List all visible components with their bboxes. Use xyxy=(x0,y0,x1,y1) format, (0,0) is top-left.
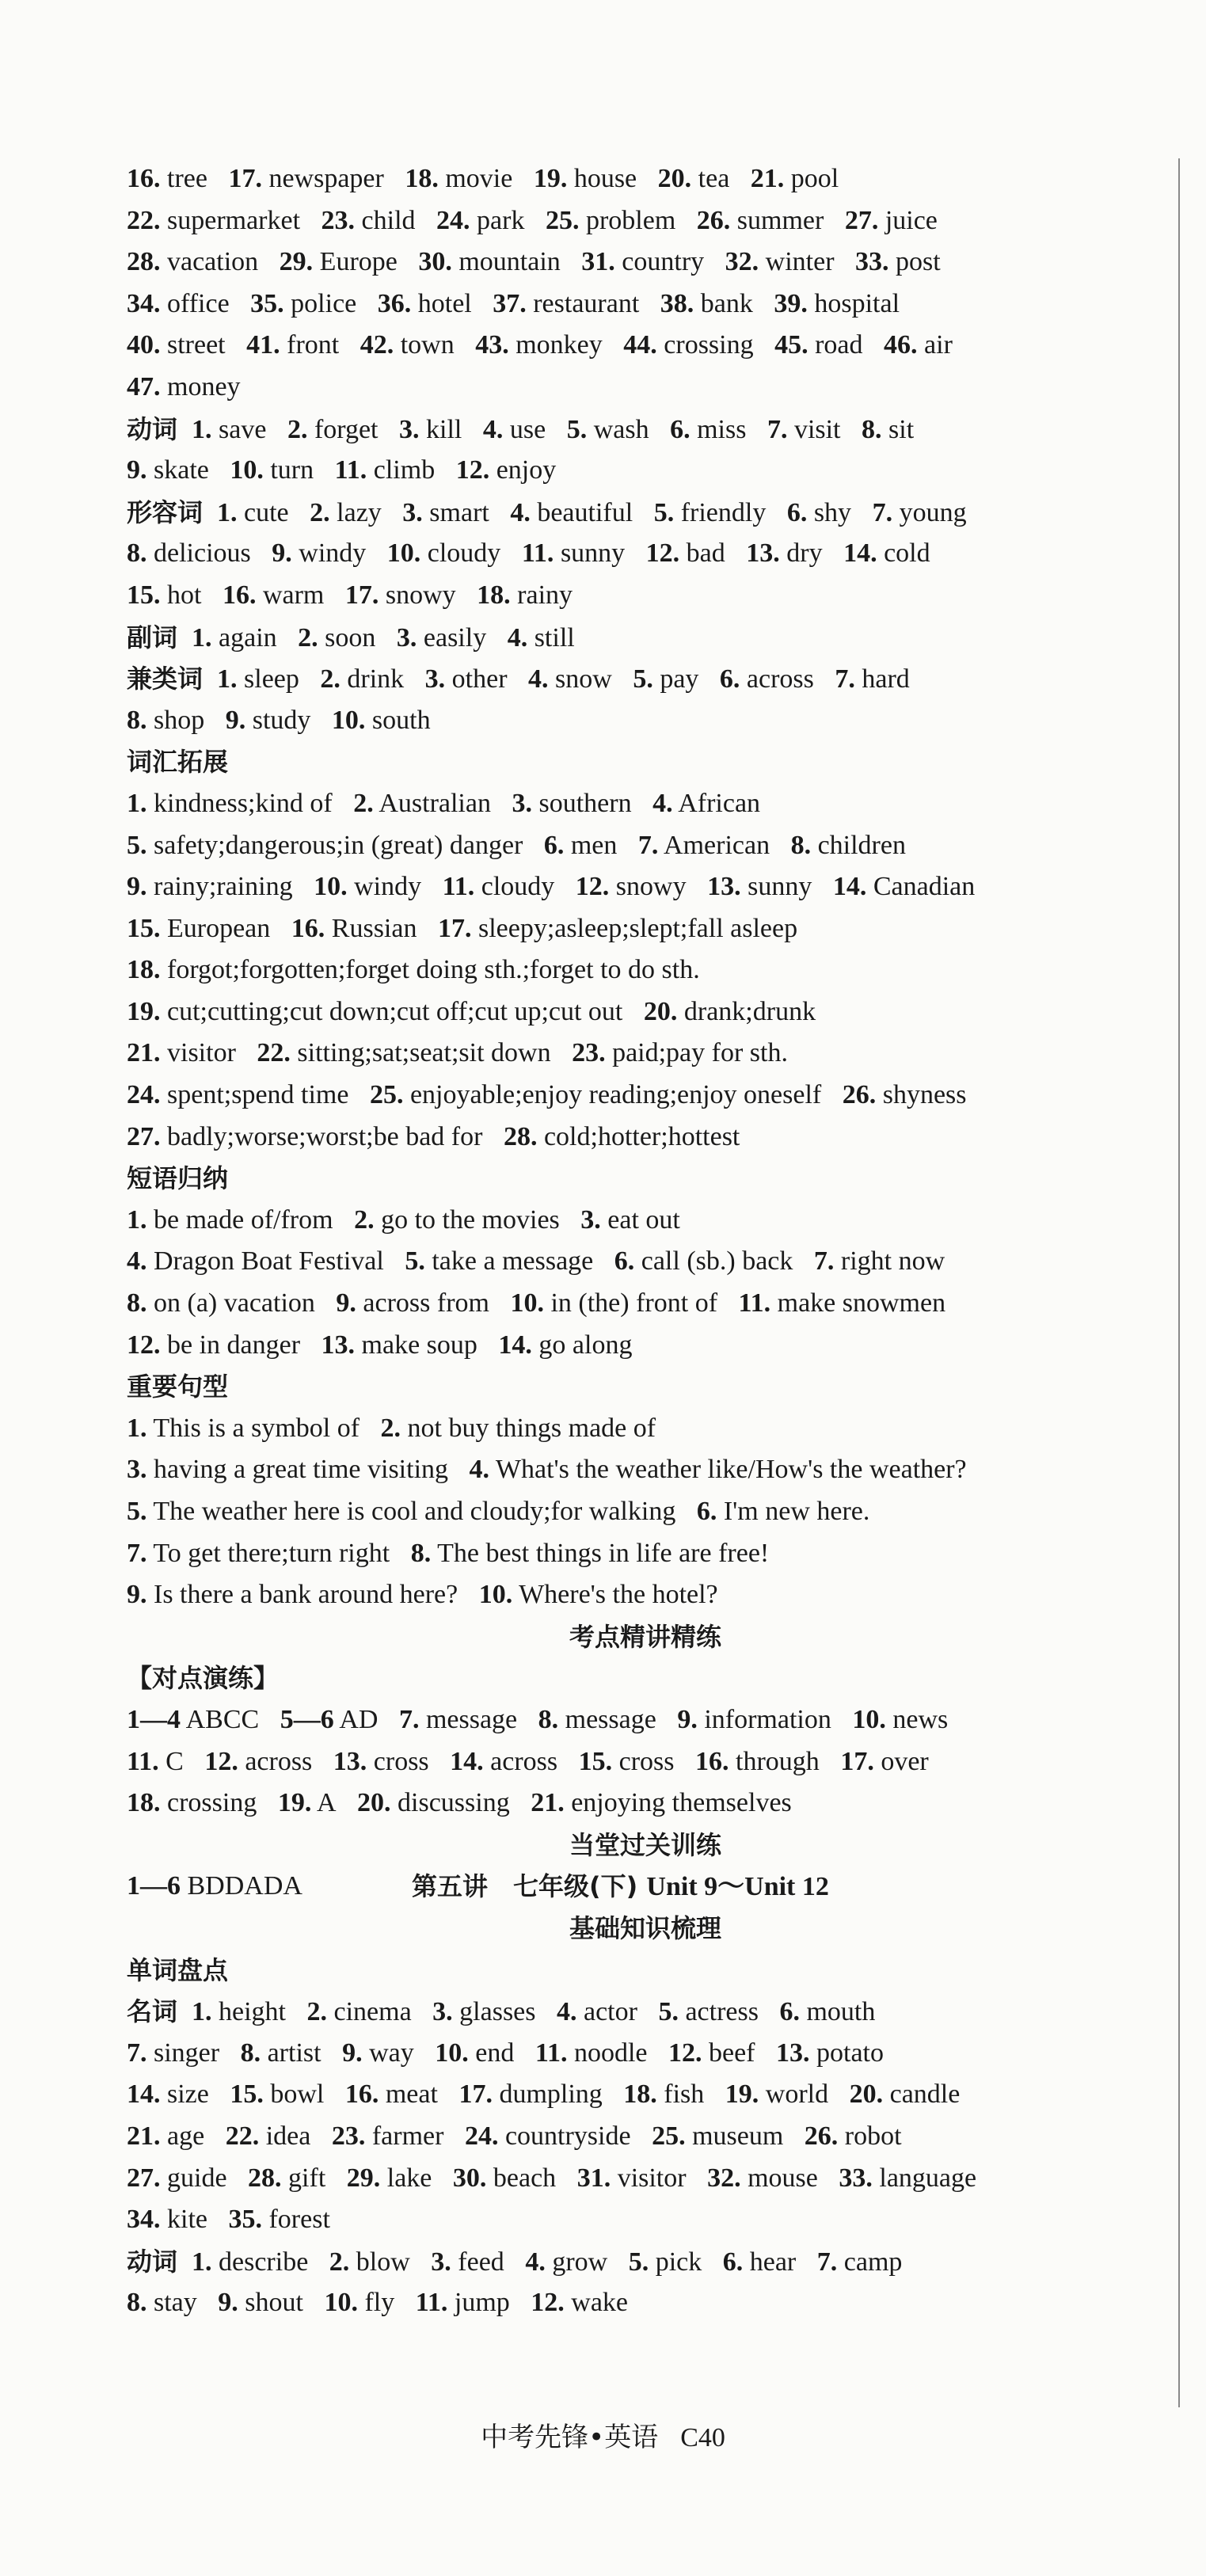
answer-item: 2. blow xyxy=(329,2247,410,2277)
answer-item: 17. over xyxy=(840,1746,929,1776)
answer-item: 1—4 ABCC xyxy=(127,1704,260,1734)
answer-item: 18. rainy xyxy=(477,580,573,610)
answer-item: 4. snow xyxy=(528,664,612,694)
answer-item: 2. Australian xyxy=(353,788,491,818)
answer-item: 12. across xyxy=(204,1746,313,1776)
answer-item: 19. cut;cutting;cut down;cut off;cut up;cut out xyxy=(127,996,623,1026)
answer-line xyxy=(127,991,1164,1033)
answer-item: 39. hospital xyxy=(774,288,900,318)
answer-item: 27. badly;worse;worst;be bad for xyxy=(127,1121,483,1151)
answer-item: 5. wash xyxy=(566,414,649,444)
answer-line xyxy=(127,158,1164,200)
answer-item: 3. eat out xyxy=(580,1204,680,1235)
section-heading-vocab: 词汇拓展 xyxy=(127,747,229,778)
answer-item: 14. Canadian xyxy=(832,872,976,902)
answer-item: 20. tea xyxy=(657,164,730,193)
answer-item: 37. restaurant xyxy=(493,288,640,318)
answer-item: 9. windy xyxy=(272,538,367,569)
lecture-title xyxy=(412,1866,829,1908)
answer-item: 38. bank xyxy=(660,288,753,318)
answer-item: 19. world xyxy=(725,2079,829,2110)
answer-item: 19. A xyxy=(277,1788,337,1818)
answer-item: 28. vacation xyxy=(127,247,259,277)
answer-item: 1. save xyxy=(192,414,267,444)
answer-item: 30. beach xyxy=(452,2163,557,2193)
answer-item: 10. in (the) front of xyxy=(510,1288,718,1318)
answer-item: 4. African xyxy=(652,788,761,818)
category-label: 兼类词 xyxy=(127,664,204,694)
answer-item: 8. artist xyxy=(240,2038,321,2068)
answer-item: 3. southern xyxy=(512,788,632,818)
answer-item: 1. describe xyxy=(192,2247,309,2277)
answer-item: 18. fish xyxy=(623,2079,705,2110)
answer-item: 1. again xyxy=(192,622,277,653)
answer-item: 12. beef xyxy=(668,2038,755,2068)
answer-item: 5—6 AD xyxy=(280,1704,379,1734)
answer-item: 5. pay xyxy=(633,664,699,694)
answer-item: 10. south xyxy=(331,705,431,735)
answer-item: 3. easily xyxy=(396,622,487,653)
category-label: 动词 xyxy=(127,413,178,444)
answer-item: 2. drink xyxy=(320,664,405,694)
answer-item: 44. crossing xyxy=(623,330,754,360)
answer-item: 18. movie xyxy=(405,164,513,193)
answer-item: 14. go along xyxy=(498,1330,633,1360)
answer-item: 14. cold xyxy=(843,538,930,569)
answer-item: 15. European xyxy=(127,913,271,943)
answer-item: 36. hotel xyxy=(377,288,472,318)
class-answers: 1—6 BDDADA xyxy=(127,1871,302,1901)
answer-item: 14. across xyxy=(450,1746,558,1776)
section-heading-words: 单词盘点 xyxy=(127,1954,229,1985)
answer-line xyxy=(127,1699,1164,1741)
answer-item: 7. young xyxy=(872,497,967,527)
answer-item: 4. Dragon Boat Festival xyxy=(127,1246,384,1277)
answer-item: 1. height xyxy=(192,1997,286,2027)
answer-item: 9. skate xyxy=(127,455,209,485)
answer-item: 8. delicious xyxy=(127,538,251,569)
answer-item: 17. newspaper xyxy=(228,164,384,193)
answer-item: 15. cross xyxy=(578,1746,675,1776)
answer-item: 26. shyness xyxy=(842,1080,967,1110)
answer-item: 21. pool xyxy=(750,164,839,193)
answer-item: 6. men xyxy=(543,830,618,860)
answer-item: 2. go to the movies xyxy=(354,1204,560,1235)
answer-item: 6. across xyxy=(719,664,814,694)
answer-item: 8. shop xyxy=(127,705,205,735)
answer-item: 16. through xyxy=(695,1746,820,1776)
answer-item: 8. sit xyxy=(862,414,915,444)
answer-item: 2. forget xyxy=(287,414,379,444)
answer-item: 3. glasses xyxy=(432,1997,536,2027)
answer-item: 3. kill xyxy=(399,414,462,444)
answer-line xyxy=(127,1533,1164,1575)
answer-line xyxy=(127,825,1164,867)
answer-item: 21. visitor xyxy=(127,1038,236,1068)
answer-page xyxy=(127,158,1164,2324)
answer-item: 47. money xyxy=(127,371,241,401)
lecture-title-cn: 第五讲 七年级(下) xyxy=(412,1871,638,1902)
answer-line xyxy=(127,1200,1164,1242)
answer-item: 15. hot xyxy=(127,580,202,610)
answer-item: 11. C xyxy=(127,1746,184,1776)
answer-item: 9. information xyxy=(677,1704,831,1734)
answer-item: 20. discussing xyxy=(357,1788,510,1818)
answer-item: 24. park xyxy=(436,205,525,235)
answer-item: 11. noodle xyxy=(535,2038,648,2068)
answer-line xyxy=(127,1449,1164,1491)
answer-item: 35. police xyxy=(250,288,357,318)
answer-item: 29. lake xyxy=(346,2163,432,2193)
answer-item: 22. supermarket xyxy=(127,205,301,235)
answer-item: 12. be in danger xyxy=(127,1330,301,1360)
answer-item: 21. age xyxy=(127,2121,205,2151)
answer-item: 41. front xyxy=(246,330,340,360)
answer-item: 11. make snowmen xyxy=(738,1288,946,1318)
answer-line xyxy=(127,2033,1164,2075)
answer-item: 26. summer xyxy=(696,205,824,235)
section-heading-phrases: 短语归纳 xyxy=(127,1163,229,1194)
answer-item: 9. way xyxy=(342,2038,414,2068)
answer-item: 7. To get there;turn right xyxy=(127,1538,390,1568)
answer-item: 31. visitor xyxy=(576,2163,687,2193)
answer-item: 3. having a great time visiting xyxy=(127,1455,449,1485)
answer-item: 17. snowy xyxy=(344,580,456,610)
answer-item: 23. child xyxy=(321,205,416,235)
answer-item: 27. guide xyxy=(127,2163,227,2193)
answer-item: 15. bowl xyxy=(230,2079,325,2110)
answer-item: 9. Is there a bank around here? xyxy=(127,1580,458,1610)
answer-line xyxy=(127,866,1164,908)
answer-item: 12. snowy xyxy=(575,872,687,902)
answer-item: 22. sitting;sat;seat;sit down xyxy=(257,1038,551,1068)
answer-item: 6. hear xyxy=(722,2247,797,2277)
answer-item: 5. actress xyxy=(658,1997,759,2027)
answer-line xyxy=(127,367,1164,409)
section-heading-practice: 【对点演练】 xyxy=(127,1663,280,1694)
answer-item: 21. enjoying themselves xyxy=(531,1788,792,1818)
answer-item: 8. stay xyxy=(127,2288,197,2318)
answer-line xyxy=(127,658,1164,700)
section-heading-basics: 基础知识梳理 xyxy=(569,1912,721,1943)
answer-item: 17. dumpling xyxy=(458,2079,603,2110)
answer-item: 11. cloudy xyxy=(442,872,555,902)
answer-item: 10. fly xyxy=(324,2288,395,2318)
answer-item: 11. jump xyxy=(415,2288,510,2318)
answer-line xyxy=(127,1325,1164,1367)
answer-item: 13. cross xyxy=(333,1746,429,1776)
answer-item: 23. farmer xyxy=(331,2121,444,2151)
answer-line xyxy=(127,908,1164,950)
answer-line xyxy=(127,575,1164,617)
section-heading-sentences: 重要句型 xyxy=(127,1372,229,1402)
answer-line xyxy=(127,533,1164,575)
answer-line xyxy=(127,1783,1164,1825)
answer-line xyxy=(127,492,1164,534)
answer-line xyxy=(127,1117,1164,1159)
answer-item: 9. study xyxy=(225,705,311,735)
answer-line xyxy=(127,2158,1164,2200)
answer-item: 13. potato xyxy=(776,2038,884,2068)
answer-line xyxy=(127,1574,1164,1616)
answer-item: 20. drank;drunk xyxy=(643,996,816,1026)
answer-item: 10. news xyxy=(852,1704,949,1734)
answer-item: 7. singer xyxy=(127,2038,220,2068)
answer-item: 1. be made of/from xyxy=(127,1204,333,1235)
answer-line xyxy=(127,325,1164,367)
answer-item: 5. The weather here is cool and cloudy;for walking xyxy=(127,1497,676,1526)
answer-item: 1. kindness;kind of xyxy=(127,788,333,818)
answer-line xyxy=(127,1741,1164,1783)
section-heading-class: 当堂过关训练 xyxy=(569,1829,721,1860)
answer-item: 8. message xyxy=(538,1704,656,1734)
answer-item: 8. on (a) vacation xyxy=(127,1288,315,1318)
answer-item: 2. soon xyxy=(298,622,376,653)
answer-item: 9. across from xyxy=(336,1288,489,1318)
answer-item: 8. children xyxy=(790,830,906,860)
answer-item: 5. safety;dangerous;in (great) danger xyxy=(127,830,523,860)
answer-item: 10. cloudy xyxy=(386,538,501,569)
answer-item: 19. house xyxy=(533,164,637,193)
answer-item: 4. still xyxy=(507,622,575,653)
answer-item: 18. crossing xyxy=(127,1788,257,1818)
answer-item: 25. museum xyxy=(652,2121,784,2151)
answer-line xyxy=(127,1283,1164,1325)
answer-item: 11. climb xyxy=(334,455,436,485)
answer-item: 6. I'm new here. xyxy=(696,1497,870,1526)
answer-line xyxy=(127,409,1164,451)
answer-item: 5. friendly xyxy=(653,497,767,527)
answer-item: 31. country xyxy=(581,247,705,277)
answer-item: 6. call (sb.) back xyxy=(614,1246,793,1277)
answer-item: 32. mouse xyxy=(707,2163,818,2193)
answer-line xyxy=(127,617,1164,659)
lecture-title-units: Unit 9～Unit 12 xyxy=(646,1872,829,1902)
answer-item: 16. warm xyxy=(222,580,325,610)
answer-item: 1. sleep xyxy=(217,664,299,694)
answer-item: 5. take a message xyxy=(405,1246,594,1277)
answer-item: 10. turn xyxy=(230,455,314,485)
answer-item: 11. sunny xyxy=(521,538,626,569)
answer-item: 3. smart xyxy=(402,497,489,527)
answer-item: 3. other xyxy=(424,664,508,694)
answer-item: 9. shout xyxy=(218,2288,303,2318)
answer-line xyxy=(127,783,1164,825)
answer-item: 8. The best things in life are free! xyxy=(410,1538,770,1568)
answer-item: 18. forgot;forgotten;forget doing sth.;forget to do sth. xyxy=(127,955,700,985)
answer-item: 2. cinema xyxy=(306,1997,412,2027)
footer-subject: 英语 xyxy=(604,2422,659,2453)
category-label: 名词 xyxy=(127,1996,178,2027)
answer-item: 16. Russian xyxy=(291,913,417,943)
answer-item: 10. Where's the hotel? xyxy=(478,1580,718,1610)
answer-item: 9. rainy;raining xyxy=(127,872,293,902)
answer-item: 33. post xyxy=(855,247,941,277)
answer-line xyxy=(127,949,1164,991)
answer-line xyxy=(127,242,1164,283)
answer-item: 34. kite xyxy=(127,2205,207,2235)
answer-item: 7. visit xyxy=(767,414,841,444)
answer-line xyxy=(127,200,1164,242)
answer-item: 3. feed xyxy=(431,2247,504,2277)
answer-line xyxy=(127,1075,1164,1117)
answer-item: 25. problem xyxy=(545,205,676,235)
answer-item: 7. right now xyxy=(813,1246,945,1277)
answer-item: 17. sleepy;asleep;slept;fall asleep xyxy=(437,913,798,943)
answer-item: 5. pick xyxy=(628,2247,702,2277)
answer-item: 7. camp xyxy=(816,2247,903,2277)
answer-item: 45. road xyxy=(774,330,863,360)
category-label: 副词 xyxy=(127,622,178,653)
answer-item: 7. American xyxy=(637,830,770,860)
answer-item: 12. enjoy xyxy=(455,455,557,485)
answer-item: 10. end xyxy=(435,2038,515,2068)
footer-dot: • xyxy=(588,2422,605,2453)
answer-item: 27. juice xyxy=(844,205,938,235)
answer-item: 4. What's the weather like/How's the weather? xyxy=(469,1455,967,1485)
answer-item: 12. bad xyxy=(645,538,725,569)
footer-page-code: C40 xyxy=(680,2423,725,2452)
answer-item: 10. windy xyxy=(314,872,422,902)
answer-item: 35. forest xyxy=(228,2205,330,2235)
answer-item: 22. idea xyxy=(225,2121,311,2151)
answer-item: 14. size xyxy=(127,2079,209,2110)
answer-item: 4. actor xyxy=(557,1997,637,2027)
margin-rule xyxy=(1178,158,1180,2407)
answer-item: 4. use xyxy=(482,414,546,444)
answer-item: 20. candle xyxy=(849,2079,961,2110)
answer-item: 46. air xyxy=(884,330,953,360)
answer-item: 23. paid;pay for sth. xyxy=(572,1038,788,1068)
category-label: 动词 xyxy=(127,2246,178,2277)
answer-item: 7. message xyxy=(398,1704,518,1734)
answer-item: 6. mouth xyxy=(779,1997,876,2027)
answer-item: 16. meat xyxy=(344,2079,438,2110)
answer-item: 13. dry xyxy=(746,538,823,569)
answer-item: 4. beautiful xyxy=(510,497,633,527)
category-label: 形容词 xyxy=(127,497,204,527)
answer-item: 29. Europe xyxy=(279,247,398,277)
lecture-title-line xyxy=(127,1866,1164,1908)
answer-item: 2. not buy things made of xyxy=(380,1413,656,1443)
answer-item: 40. street xyxy=(127,330,226,360)
answer-line xyxy=(127,1491,1164,1533)
answer-item: 25. enjoyable;enjoy reading;enjoy oneself xyxy=(369,1080,822,1110)
answer-item: 43. monkey xyxy=(475,330,603,360)
answer-item: 1. This is a symbol of xyxy=(127,1413,360,1443)
footer-book: 中考先锋 xyxy=(481,2422,589,2453)
answer-item: 4. grow xyxy=(525,2247,608,2277)
answer-item: 1. cute xyxy=(217,497,289,527)
answer-item: 7. hard xyxy=(835,664,910,694)
answer-line xyxy=(127,2199,1164,2241)
answer-line xyxy=(127,2241,1164,2283)
answer-item: 32. winter xyxy=(725,247,835,277)
answer-item: 34. office xyxy=(127,288,230,318)
answer-item: 28. gift xyxy=(248,2163,326,2193)
answer-line xyxy=(127,700,1164,742)
answer-item: 24. spent;spend time xyxy=(127,1080,349,1110)
answer-line xyxy=(127,1241,1164,1283)
answer-item: 26. robot xyxy=(804,2121,902,2151)
answer-item: 28. cold;hotter;hottest xyxy=(503,1121,740,1151)
answer-item: 33. language xyxy=(839,2163,977,2193)
answer-line xyxy=(127,2074,1164,2116)
answer-item: 16. tree xyxy=(127,164,207,193)
answer-line xyxy=(127,2116,1164,2158)
answer-item: 13. sunny xyxy=(707,872,812,902)
answer-item: 6. shy xyxy=(786,497,852,527)
page-footer xyxy=(0,2415,1206,2454)
answer-item: 13. make soup xyxy=(321,1330,477,1360)
answer-line xyxy=(127,1408,1164,1450)
answer-item: 2. lazy xyxy=(310,497,382,527)
answer-item: 30. mountain xyxy=(418,247,561,277)
answer-item: 12. wake xyxy=(531,2288,629,2318)
answer-line xyxy=(127,450,1164,492)
section-heading-exam: 考点精讲精练 xyxy=(569,1621,721,1652)
answer-line xyxy=(127,283,1164,325)
answer-line xyxy=(127,1991,1164,2033)
answer-line xyxy=(127,2282,1164,2324)
answer-item: 24. countryside xyxy=(464,2121,631,2151)
answer-item: 6. miss xyxy=(670,414,747,444)
answer-line xyxy=(127,1033,1164,1075)
answer-item: 42. town xyxy=(360,330,455,360)
